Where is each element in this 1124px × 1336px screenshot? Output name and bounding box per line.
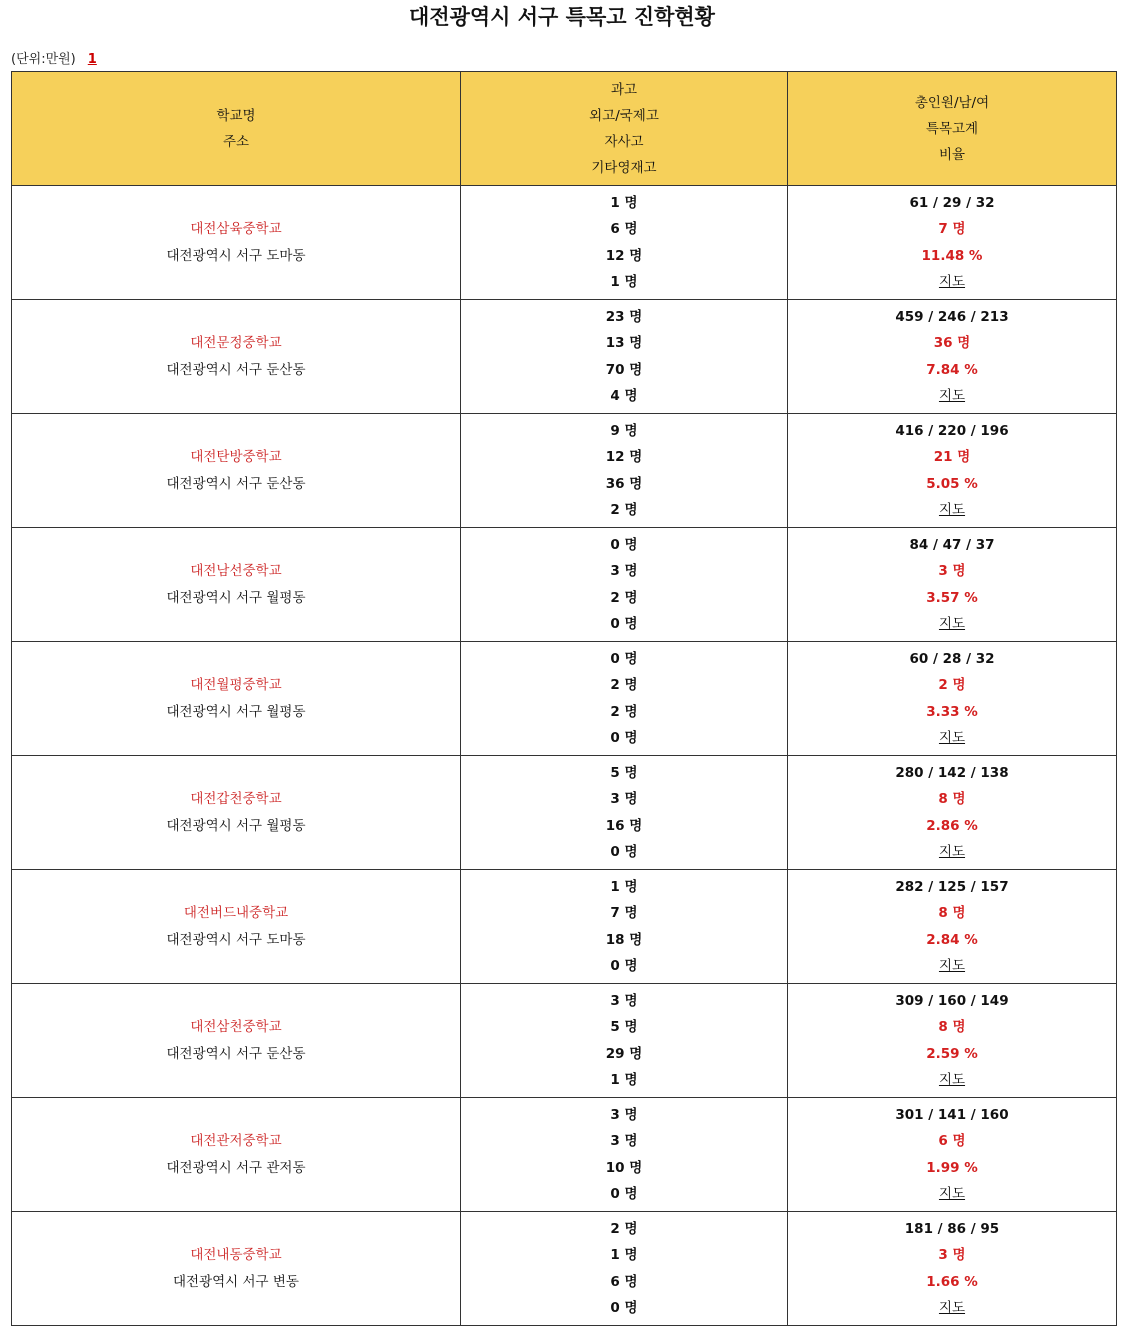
header-total-male-female: 총인원/남/여 xyxy=(914,94,990,111)
map-link[interactable]: 지도 xyxy=(938,958,966,974)
school-address: 대전광역시 서구 도마동 xyxy=(166,247,306,264)
count-other-gifted-high: 1 명 xyxy=(610,1072,638,1088)
special-high-total: 8 명 xyxy=(938,905,966,921)
count-autonomous-private-high: 70 명 xyxy=(605,361,643,378)
school-cell xyxy=(12,756,461,870)
header-school-name: 학교명 xyxy=(216,107,256,124)
special-ratio: 2.59 % xyxy=(926,1045,978,1062)
count-other-gifted-high: 0 명 xyxy=(610,844,638,860)
summary-cell xyxy=(788,414,1117,528)
header-address: 주소 xyxy=(222,133,250,150)
header-ratio: 비율 xyxy=(938,146,966,163)
total-male-female: 84 / 47 / 37 xyxy=(909,536,995,553)
page-title: 대전광역시 서구 특목고 진학현황 xyxy=(409,5,715,29)
unit-line xyxy=(11,50,97,70)
table-row xyxy=(12,984,1117,1098)
special-ratio: 3.57 % xyxy=(926,589,978,606)
count-other-gifted-high: 0 명 xyxy=(610,730,638,746)
map-link[interactable]: 지도 xyxy=(938,730,966,746)
count-foreign-intl-high: 3 명 xyxy=(610,791,638,807)
special-ratio: 11.48 % xyxy=(921,247,983,264)
school-cell xyxy=(12,642,461,756)
total-male-female: 416 / 220 / 196 xyxy=(895,422,1009,439)
count-autonomous-private-high: 2 명 xyxy=(610,703,638,720)
count-autonomous-private-high: 36 명 xyxy=(605,475,643,492)
count-autonomous-private-high: 16 명 xyxy=(605,817,643,834)
admission-counts-cell xyxy=(461,642,788,756)
school-cell xyxy=(12,870,461,984)
admission-counts-cell xyxy=(461,300,788,414)
count-foreign-intl-high: 7 명 xyxy=(610,905,638,921)
summary-cell xyxy=(788,186,1117,300)
count-science-high: 5 명 xyxy=(610,764,638,781)
school-name: 대전내동중학교 xyxy=(190,1246,282,1263)
special-ratio: 1.66 % xyxy=(926,1273,978,1290)
header-school-types xyxy=(461,72,788,186)
count-autonomous-private-high: 29 명 xyxy=(605,1045,643,1062)
school-name: 대전남선중학교 xyxy=(190,562,282,579)
special-ratio: 1.99 % xyxy=(926,1159,978,1176)
total-male-female: 309 / 160 / 149 xyxy=(895,992,1009,1009)
special-ratio: 3.33 % xyxy=(926,703,978,720)
school-address: 대전광역시 서구 둔산동 xyxy=(166,475,306,492)
total-male-female: 280 / 142 / 138 xyxy=(895,764,1009,781)
school-cell xyxy=(12,1212,461,1326)
count-science-high: 23 명 xyxy=(605,308,643,325)
total-male-female: 181 / 86 / 95 xyxy=(904,1220,1000,1237)
special-high-total: 7 명 xyxy=(938,221,966,237)
count-foreign-intl-high: 13 명 xyxy=(605,335,643,351)
special-high-total: 2 명 xyxy=(938,677,966,693)
special-ratio: 2.84 % xyxy=(926,931,978,948)
count-autonomous-private-high: 18 명 xyxy=(605,931,643,948)
table-row xyxy=(12,186,1117,300)
summary-cell xyxy=(788,300,1117,414)
school-name: 대전월평중학교 xyxy=(190,676,282,693)
summary-cell xyxy=(788,1212,1117,1326)
page-number-link[interactable]: 1 xyxy=(87,52,97,67)
summary-cell xyxy=(788,870,1117,984)
summary-cell xyxy=(788,642,1117,756)
special-ratio: 5.05 % xyxy=(926,475,978,492)
school-address: 대전광역시 서구 월평동 xyxy=(166,817,306,834)
admission-counts-cell xyxy=(461,1212,788,1326)
count-science-high: 1 명 xyxy=(610,878,638,895)
count-foreign-intl-high: 5 명 xyxy=(610,1019,638,1035)
map-link[interactable]: 지도 xyxy=(938,616,966,632)
summary-cell xyxy=(788,756,1117,870)
table-row xyxy=(12,414,1117,528)
map-link[interactable]: 지도 xyxy=(938,502,966,518)
map-link[interactable]: 지도 xyxy=(938,1300,966,1316)
special-ratio: 2.86 % xyxy=(926,817,978,834)
total-male-female: 301 / 141 / 160 xyxy=(895,1106,1009,1123)
total-male-female: 60 / 28 / 32 xyxy=(909,650,995,667)
count-other-gifted-high: 0 명 xyxy=(610,1300,638,1316)
school-address: 대전광역시 서구 관저동 xyxy=(166,1159,306,1176)
special-high-total: 6 명 xyxy=(938,1133,966,1149)
count-autonomous-private-high: 2 명 xyxy=(610,589,638,606)
school-cell xyxy=(12,528,461,642)
map-link[interactable]: 지도 xyxy=(938,844,966,860)
school-address: 대전광역시 서구 월평동 xyxy=(166,589,306,606)
school-address: 대전광역시 서구 둔산동 xyxy=(166,361,306,378)
header-school xyxy=(12,72,461,186)
special-high-total: 36 명 xyxy=(933,335,971,351)
summary-cell xyxy=(788,1098,1117,1212)
table-row xyxy=(12,300,1117,414)
school-name: 대전삼천중학교 xyxy=(190,1018,282,1035)
count-science-high: 0 명 xyxy=(610,536,638,553)
school-name: 대전갑천중학교 xyxy=(190,790,282,807)
count-other-gifted-high: 0 명 xyxy=(610,958,638,974)
school-name: 대전관저중학교 xyxy=(190,1132,282,1149)
special-high-total: 21 명 xyxy=(933,449,971,465)
school-address: 대전광역시 서구 도마동 xyxy=(166,931,306,948)
count-science-high: 9 명 xyxy=(610,422,638,439)
count-autonomous-private-high: 6 명 xyxy=(610,1273,638,1290)
header-other-gifted-high: 기타영재고 xyxy=(591,159,657,176)
count-science-high: 3 명 xyxy=(610,1106,638,1123)
header-science-high: 과고 xyxy=(610,81,638,98)
count-science-high: 1 명 xyxy=(610,194,638,211)
count-other-gifted-high: 0 명 xyxy=(610,1186,638,1202)
count-foreign-intl-high: 6 명 xyxy=(610,221,638,237)
count-autonomous-private-high: 10 명 xyxy=(605,1159,643,1176)
school-name: 대전삼육중학교 xyxy=(190,220,282,237)
summary-cell xyxy=(788,984,1117,1098)
admission-counts-cell xyxy=(461,1098,788,1212)
count-science-high: 2 명 xyxy=(610,1220,638,1237)
total-male-female: 282 / 125 / 157 xyxy=(895,878,1009,895)
count-other-gifted-high: 4 명 xyxy=(610,388,638,404)
admission-counts-cell xyxy=(461,756,788,870)
map-link[interactable]: 지도 xyxy=(938,388,966,404)
count-autonomous-private-high: 12 명 xyxy=(605,247,643,264)
count-foreign-intl-high: 1 명 xyxy=(610,1247,638,1263)
admission-counts-cell xyxy=(461,528,788,642)
count-other-gifted-high: 2 명 xyxy=(610,502,638,518)
header-summary xyxy=(788,72,1117,186)
school-address: 대전광역시 서구 월평동 xyxy=(166,703,306,720)
map-link[interactable]: 지도 xyxy=(938,1186,966,1202)
header-special-total: 특목고계 xyxy=(925,120,979,137)
school-cell xyxy=(12,186,461,300)
special-high-total: 3 명 xyxy=(938,1247,966,1263)
admission-counts-cell xyxy=(461,984,788,1098)
count-science-high: 0 명 xyxy=(610,650,638,667)
summary-cell xyxy=(788,528,1117,642)
count-science-high: 3 명 xyxy=(610,992,638,1009)
school-cell xyxy=(12,1098,461,1212)
school-name: 대전탄방중학교 xyxy=(190,448,282,465)
table-row xyxy=(12,1212,1117,1326)
table-row xyxy=(12,642,1117,756)
school-stats-table xyxy=(11,71,1117,1326)
admission-counts-cell xyxy=(461,870,788,984)
school-cell xyxy=(12,984,461,1098)
special-high-total: 3 명 xyxy=(938,563,966,579)
table-row xyxy=(12,528,1117,642)
special-high-total: 8 명 xyxy=(938,791,966,807)
total-male-female: 459 / 246 / 213 xyxy=(895,308,1009,325)
special-high-total: 8 명 xyxy=(938,1019,966,1035)
school-cell xyxy=(12,414,461,528)
total-male-female: 61 / 29 / 32 xyxy=(909,194,995,211)
count-foreign-intl-high: 3 명 xyxy=(610,1133,638,1149)
school-name: 대전문정중학교 xyxy=(190,334,282,351)
school-cell xyxy=(12,300,461,414)
map-link[interactable]: 지도 xyxy=(938,1072,966,1088)
special-ratio: 7.84 % xyxy=(926,361,978,378)
count-foreign-intl-high: 3 명 xyxy=(610,563,638,579)
header-autonomous-private-high: 자사고 xyxy=(604,133,644,150)
admission-counts-cell xyxy=(461,186,788,300)
school-address: 대전광역시 서구 변동 xyxy=(173,1273,299,1290)
count-foreign-intl-high: 12 명 xyxy=(605,449,643,465)
count-other-gifted-high: 1 명 xyxy=(610,274,638,290)
map-link[interactable]: 지도 xyxy=(938,274,966,290)
count-foreign-intl-high: 2 명 xyxy=(610,677,638,693)
count-other-gifted-high: 0 명 xyxy=(610,616,638,632)
table-row xyxy=(12,756,1117,870)
school-address: 대전광역시 서구 둔산동 xyxy=(166,1045,306,1062)
table-row xyxy=(12,1098,1117,1212)
school-name: 대전버드내중학교 xyxy=(183,904,289,921)
table-row xyxy=(12,870,1117,984)
header-foreign-intl-high: 외고/국제고 xyxy=(589,107,659,124)
admission-counts-cell xyxy=(461,414,788,528)
table-header-row xyxy=(12,72,1117,186)
unit-label: (단위:만원) xyxy=(11,52,76,67)
